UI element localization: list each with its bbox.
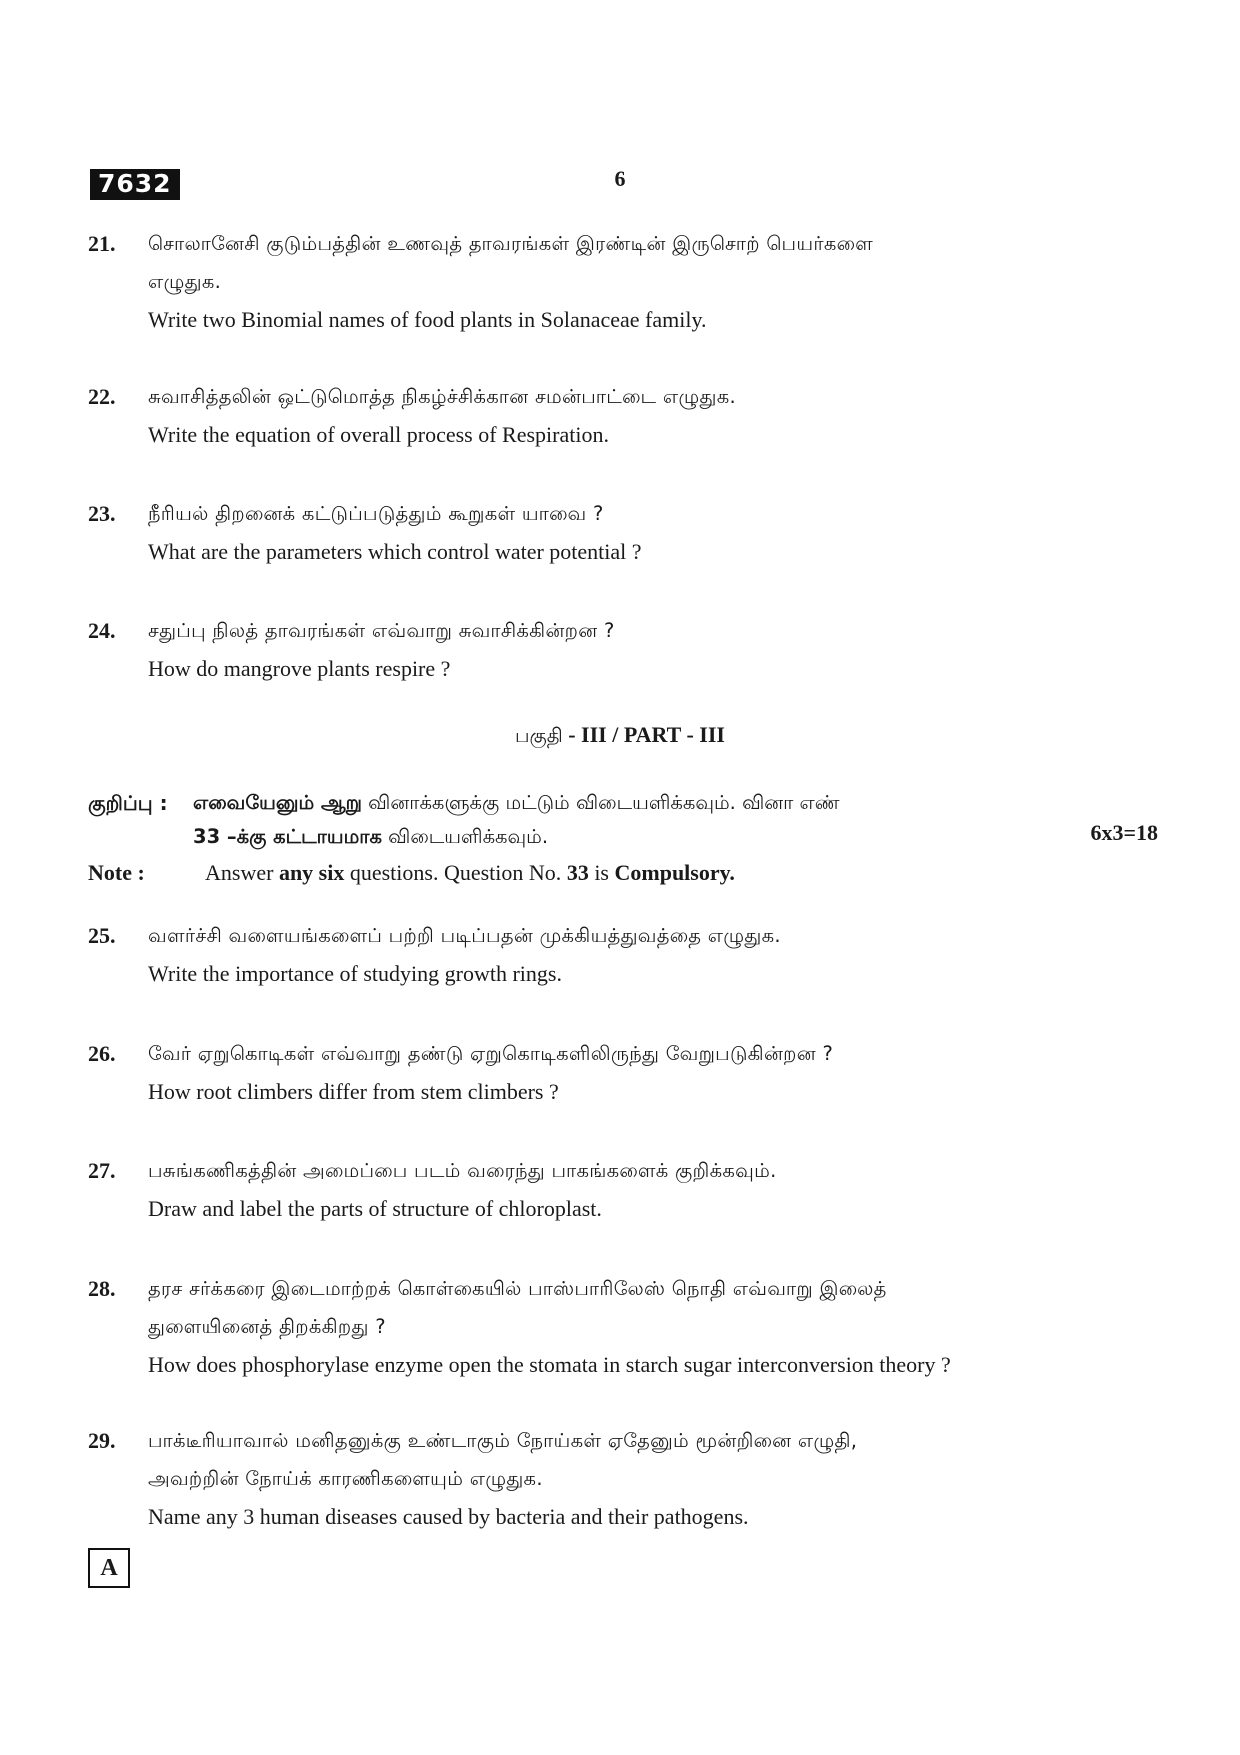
question-english: How does phosphorylase enzyme open the stomata in starch sugar interconversion theory ?: [148, 1352, 951, 1377]
note-text: questions. Question No.: [344, 860, 567, 885]
question-number: 24.: [88, 618, 116, 643]
question-tamil-line: சொலானேசி குடும்பத்தின் உணவுத் தாவரங்கள் இரண்டின் இருசொற் பெயர்களை: [148, 232, 873, 255]
page-number: 6: [614, 166, 626, 191]
question-tamil-line: துளையினைத் திறக்கிறது ?: [148, 1315, 386, 1338]
marks-allocation: 6x3=18: [1090, 820, 1158, 845]
note-tamil-text: விடையளிக்கவும்.: [381, 825, 549, 848]
question-tamil-line: வளர்ச்சி வளையங்களைப் பற்றி படிப்பதன் முக்கியத்துவத்தை எழுதுக.: [148, 924, 781, 947]
note-tamil-emphasis: 33 –க்கு கட்டாயமாக: [193, 825, 382, 848]
question-tamil-line: தரச சர்க்கரை இடைமாற்றக் கொள்கையில் பாஸ்பாரிலேஸ் நொதி எவ்வாறு இலைத்: [148, 1277, 887, 1300]
question-english: Write the equation of overall process of Respiration.: [148, 422, 609, 447]
question-number: 23.: [88, 501, 116, 526]
note-emphasis: Compulsory.: [614, 860, 735, 885]
question-number: 29.: [88, 1428, 116, 1453]
question-number: 25.: [88, 923, 116, 948]
question-25: [88, 917, 1148, 993]
question-number: 21.: [88, 231, 116, 256]
part-heading-english: - III / PART - III: [562, 722, 725, 747]
note-text: Answer: [205, 860, 279, 885]
paper-code: 7632: [90, 169, 180, 200]
note-tamil-label: குறிப்பு :: [88, 791, 168, 815]
question-tamil-line: பசுங்கணிகத்தின் அமைப்பை படம் வரைந்து பாகங்களைக் குறிக்கவும்.: [148, 1159, 777, 1182]
note-english-label: Note :: [88, 860, 145, 885]
question-number: 27.: [88, 1158, 116, 1183]
question-english: Write two Binomial names of food plants in Solanaceae family.: [148, 307, 707, 332]
question-21: [88, 225, 1148, 339]
question-23: [88, 495, 1148, 571]
question-english: What are the parameters which control water potential ?: [148, 539, 642, 564]
question-tamil-line: சுவாசித்தலின் ஒட்டுமொத்த நிகழ்ச்சிக்கான சமன்பாட்டை எழுதுக.: [148, 385, 736, 408]
note-text: is: [588, 860, 615, 885]
question-tamil-line: சதுப்பு நிலத் தாவரங்கள் எவ்வாறு சுவாசிக்கின்றன ?: [148, 619, 615, 642]
question-number: 28.: [88, 1276, 116, 1301]
note-tamil-text: வினாக்களுக்கு மட்டும் விடையளிக்கவும். வினா எண்: [361, 791, 840, 814]
question-tamil-line: எழுதுக.: [148, 270, 222, 293]
question-tamil-line: நீரியல் திறனைக் கட்டுப்படுத்தும் கூறுகள் யாவை ?: [148, 502, 604, 525]
question-22: [88, 378, 1148, 454]
note-emphasis: any six: [278, 860, 345, 885]
question-tamil-line: வேர் ஏறுகொடிகள் எவ்வாறு தண்டு ஏறுகொடிகளிலிருந்து வேறுபடுகின்றன ?: [148, 1042, 834, 1065]
question-tamil-line: அவற்றின் நோய்க் காரணிகளையும் எழுதுக.: [148, 1467, 543, 1490]
part-heading-tamil: பகுதி: [515, 724, 563, 747]
note-tamil: [88, 786, 1168, 854]
question-english: How do mangrove plants respire ?: [148, 656, 451, 681]
question-27: [88, 1152, 1148, 1228]
note-tamil-emphasis: எவையேனும் ஆறு: [193, 791, 362, 814]
question-english: Name any 3 human diseases caused by bacteria and their pathogens.: [148, 1504, 749, 1529]
question-number: 26.: [88, 1041, 116, 1066]
question-24: [88, 612, 1148, 688]
question-english: How root climbers differ from stem climbers ?: [148, 1079, 559, 1104]
question-tamil-line: பாக்டீரியாவால் மனிதனுக்கு உண்டாகும் நோய்கள் ஏதேனும் மூன்றினை எழுதி,: [148, 1429, 858, 1452]
question-28: [88, 1270, 1148, 1384]
question-number: 22.: [88, 384, 116, 409]
question-english: Write the importance of studying growth rings.: [148, 961, 562, 986]
question-english: Draw and label the parts of structure of chloroplast.: [148, 1196, 602, 1221]
note-emphasis: 33: [566, 860, 589, 885]
part-heading: [0, 722, 1240, 750]
question-26: [88, 1035, 1148, 1111]
note-english: [88, 856, 735, 890]
question-29: [88, 1422, 1148, 1536]
version-letter-box: A: [88, 1548, 130, 1588]
